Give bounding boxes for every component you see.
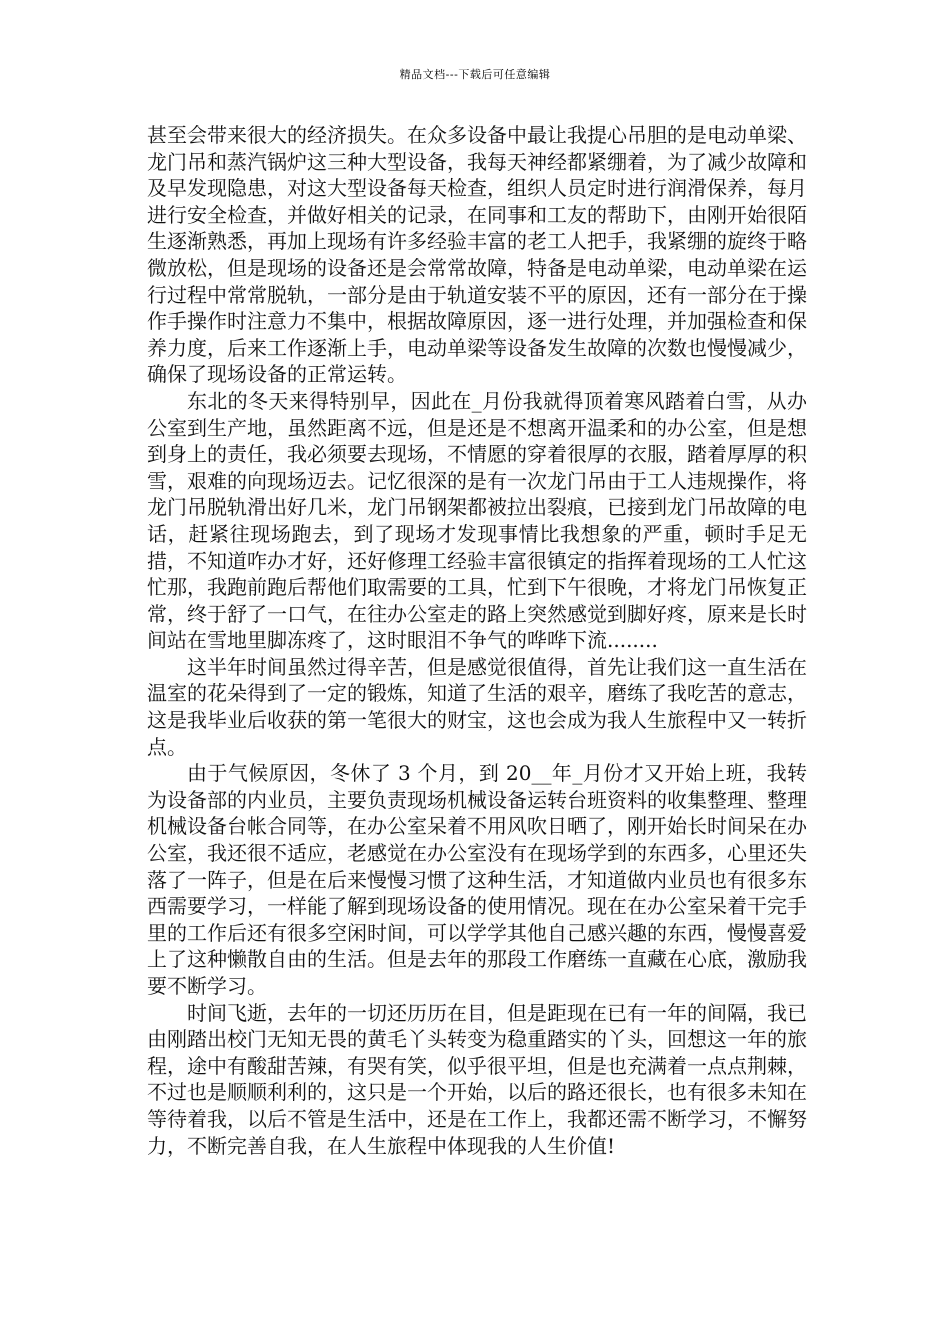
paragraph-5: 时间飞逝，去年的一切还历历在目，但是距现在已有一年的间隔，我已由刚踏出校门无知无畏的黄毛丫头转变为稳重踏实的丫头，回想这一年的旅程，途中有酸甜苦辣，有哭有笑，似乎很平坦，但是也充满着一点点荆棘，不过也是顺顺利利的，这只是一个开始，以后的路还很长，也有很多未知在等待着我，以后不管是生活中，还是在工作上，我都还需不断学习，不懈努力，不断完善自我，在人生旅程中体现我的人生价值! [147, 1000, 807, 1158]
paragraph-1: 甚至会带来很大的经济损失。在众多设备中最让我提心吊胆的是电动单梁、龙门吊和蒸汽锅炉这三种大型设备，我每天神经都紧绷着，为了减少故障和及早发现隐患，对这大型设备每天检查，组织人员定时进行润滑保养，每月进行安全检查，并做好相关的记录，在同事和工友的帮助下，由刚开始很陌生逐渐熟悉，再加上现场有许多经验丰富的老工人把手，我紧绷的旋终于略微放松，但是现场的设备还是会常常故障，特备是电动单梁，电动单梁在运行过程中常常脱轨，一部分是由于轨道安装不平的原因，还有一部分在于操作手操作时注意力不集中，根据故障原因，逐一进行处理，并加强检查和保养力度，后来工作逐渐上手，电动单梁等设备发生故障的次数也慢慢减少，确保了现场设备的正常运转。 [147, 123, 807, 387]
page-header: 精品文档---下载后可任意编辑 [399, 68, 551, 81]
paragraph-3: 这半年时间虽然过得辛苦，但是感觉很值得，首先让我们这一直生活在温室的花朵得到了一定的锻炼，知道了生活的艰辛，磨练了我吃苦的意志，这是我毕业后收获的第一笔很大的财宝，这也会成为我人生旅程中又一转折点。 [147, 654, 807, 759]
paragraph-4: 由于气候原因，冬休了 3 个月，到 20__年_月份才又开始上班，我转为设备部的内业员，主要负责现场机械设备运转台班资料的收集整理、整理机械设备台帐合同等，在办公室呆着不用风吹日晒了，刚开始长时间呆在办公室，我还很不适应，老感觉在办公室没有在现场学到的东西多，心里还失落了一阵子，但是在后来慢慢习惯了这种生活，才知道做内业员也有很多东西需要学习，一样能了解到现场设备的使用情况。现在在办公室呆着干完手里的工作后还有很多空闲时间，可以学学其他自己感兴趣的东西，慢慢喜爱上了这种懒散自由的生活。但是去年的那段工作磨练一直藏在心底，激励我要不断学习。 [147, 761, 807, 998]
paragraph-2: 东北的冬天来得特别早，因此在_月份我就得顶着寒风踏着白雪，从办公室到生产地，虽然距离不远，但是还是不想离开温柔和的办公室，但是想到身上的责任，我必须要去现场，不情愿的穿着很厚的衣服，踏着厚厚的积雪，艰难的向现场迈去。记忆很深的是有一次龙门吊由于工人违规操作，将龙门吊脱轨滑出好几米，龙门吊钢架都被拉出裂痕，已接到龙门吊故障的电话，赶紧往现场跑去，到了现场才发现事情比我想象的严重，顿时手足无措，不知道咋办才好，还好修理工经验丰富很镇定的指挥着现场的工人忙这忙那，我跑前跑后帮他们取需要的工具，忙到下午很晚，才将龙门吊恢复正常，终于舒了一口气，在往办公室走的路上突然感觉到脚好疼，原来是长时间站在雪地里脚冻疼了，这时眼泪不争气的哗哗下流........ [147, 388, 807, 653]
document-body [147, 122, 807, 1159]
